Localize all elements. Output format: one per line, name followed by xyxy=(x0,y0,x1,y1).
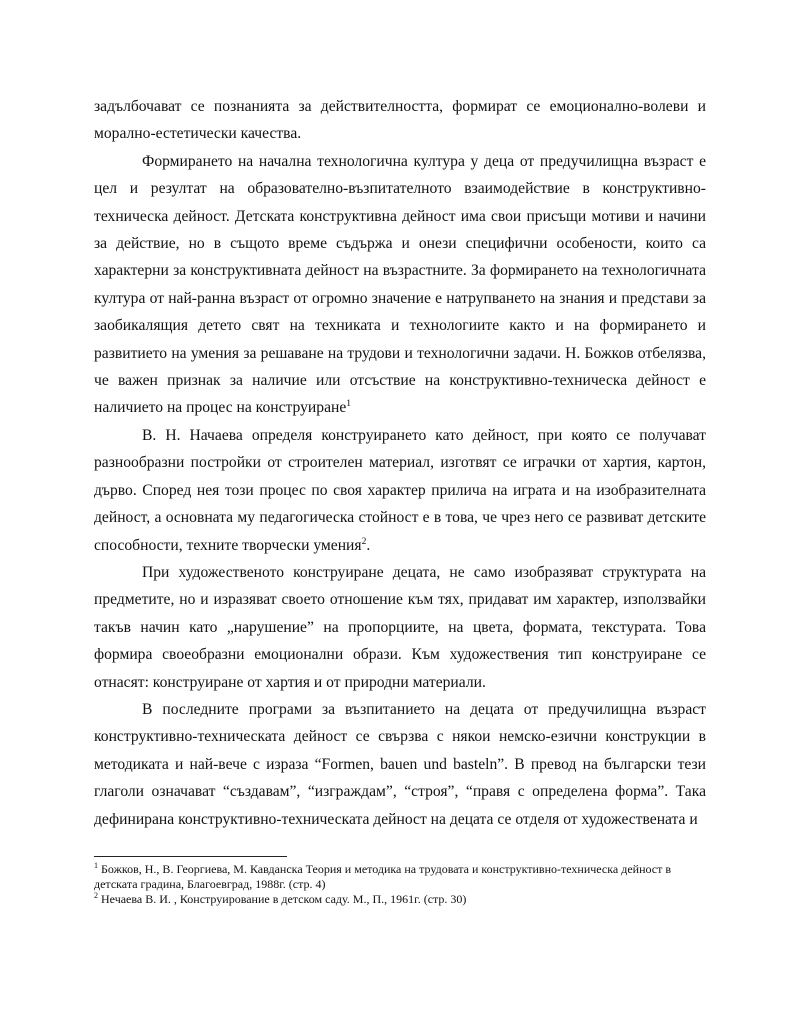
footnote-1 xyxy=(94,862,706,892)
footnote-ref-2[interactable]: 2 xyxy=(361,536,367,547)
paragraph-3 xyxy=(94,422,706,559)
footnote-text-2: Нечаева В. И. , Конструирование в детском саду. М., П., 1961г. (стр. 30) xyxy=(98,891,467,906)
paragraph-2 xyxy=(94,148,706,422)
paragraph-5: В последните програми за възпитанието на децата от предучилищна възраст конструктивно-техническата дейност се свързва с някои немско-езични конструкции в методиката и най-вече с израза “Formen, bauen und basteln”. В превод на български тези глаголи означават “създавам”, “изграждам”, “строя”, “правя с определена форма”. Така дефинирана конструктивно-техническата дейност на децата се отделя от художествената и xyxy=(94,700,706,828)
document-body xyxy=(94,93,706,833)
paragraph-4: При художественото конструиране децата, не само изобразяват структурата на предметите, но и изразяват своето отношение към тях, придават им характер, използвайки такъв начин като „нарушение” на пропорциите, на цвета, формата, текстурата. Това формира своеобразни емоционални образи. Към художествения тип конструиране се отнасят: конструиране от хартия и от природни материали. xyxy=(94,563,706,691)
footnote-separator xyxy=(94,856,287,857)
footnote-text-1: Божков, Н., В. Георгиева, М. Кавданска Теория и методика на трудовата и конструктивно-техническа дейност в детската градина, Благоевград, 1988г. (стр. 4) xyxy=(94,862,672,891)
footnotes-section xyxy=(94,856,706,906)
footnote-2 xyxy=(94,892,706,907)
footnote-number-2: 2 xyxy=(94,890,98,900)
paragraph-3-end: . xyxy=(366,536,371,554)
footnote-ref-1[interactable]: 1 xyxy=(346,399,352,410)
footnote-number-1: 1 xyxy=(94,861,98,870)
paragraph-2-text: Формирането на начална технологична култура у деца от предучилищна възраст е цел и резултат на образователно-възпитателното взаимодействие в конструктивно-техническа дейност. Детската конструктивна дейност има свои присъщи мотиви и начини за действие, но в същото време съдържа и онези специфични особености, които са характерни за конструктивната дейност на възрастните. За формирането на технологичната култура от най-ранна възраст от огромно значение е натрупването на знания и представи за заобикалящия детето свят на техниката и технологиите както и на формирането и развитието на умения за решаване на трудови и технологични задачи. Н. Божков отбелязва, че важен признак за наличие или отсъствие на конструктивно-техническа дейност е наличието на процес на конструиране xyxy=(94,152,706,417)
paragraph-1: задълбочават се познанията за действителността, формират се емоционално-волеви и морално-естетически качества. xyxy=(94,98,706,143)
paragraph-3-text: В. Н. Начаева определя конструирането като дейност, при която се получават разнообразни постройки от строителен материал, изготвят се играчки от хартия, картон, дърво. Според нея този процес по своя характер прилича на играта и на изобразителната дейност, а основната му педагогическа стойност е в това, че чрез него се развиват детските способности, техните творчески умения xyxy=(94,426,706,554)
